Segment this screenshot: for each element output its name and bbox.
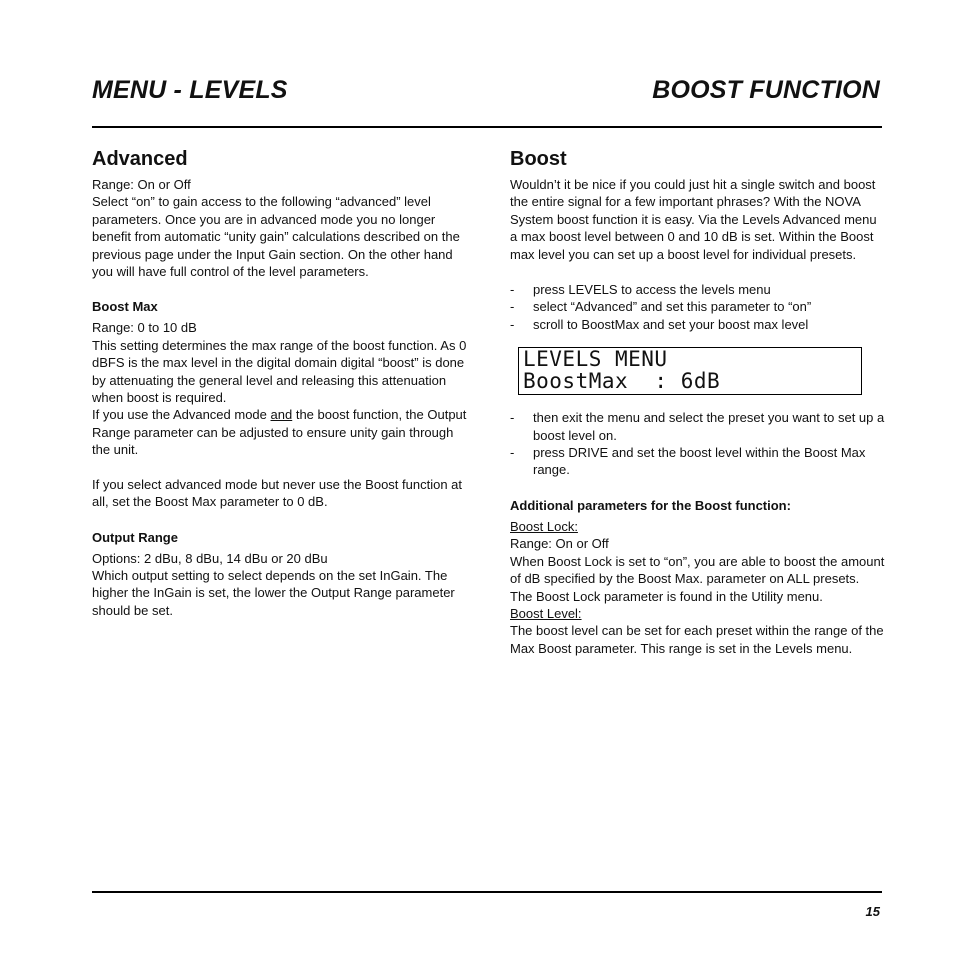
list-item: - scroll to BoostMax and set your boost max level: [510, 316, 809, 332]
lcd-display: [518, 347, 862, 395]
output-range-options: Options: 2 dBu, 8 dBu, 14 dBu or 20 dBu: [92, 550, 328, 566]
boost-heading: Boost: [510, 148, 567, 170]
boost-max-range: Range: 0 to 10 dB: [92, 320, 197, 336]
boost-max-body-1: This setting determines the max range of the boost function. As 0 dBFS is the max level in the digital domain digital “boost” is done by attenuating the general level and releasing this attenuation when boost is required.: [92, 337, 467, 406]
lcd-line-1: LEVELS MENU: [523, 347, 668, 372]
lcd-line-2: BoostMax : 6dB: [523, 369, 721, 394]
boost-level-body: The boost level can be set for each preset within the range of the Max Boost parameter. This range is set in the Levels menu.: [510, 623, 884, 656]
boost-lock-range: Range: On or Off: [510, 536, 609, 552]
boost-max-body-2-underlined: and: [270, 407, 293, 423]
right-column: [510, 146, 885, 657]
boost-lock-title: Boost Lock:: [510, 518, 578, 534]
additional-params-heading: Additional parameters for the Boost function:: [510, 497, 791, 513]
boost-intro: Wouldn’t it be nice if you could just hit a single switch and boost the entire signal for a few important phrases? With the NOVA System boost function it is easy. Via the Levels Advanced menu a max boost level between 0 and 10 dB is set. Within the Boost max level you can set up a boost level for individual presets.: [510, 177, 877, 262]
advanced-body: Select “on” to gain access to the following “advanced” level parameters. Once you are in advanced mode you no longer benefit from automatic “unity gain” calculations described on the previous page under the Input Gain section. On the other hand you will have full control of the level parameters.: [92, 194, 460, 280]
bullet-dash: -: [510, 445, 515, 461]
advanced-range: Range: On or Off: [92, 177, 191, 192]
boost-max-body-3: If you select advanced mode but never use the Boost function at all, set the Boost Max parameter to 0 dB.: [92, 476, 463, 510]
header-divider: [92, 126, 882, 128]
boost-level-title: Boost Level:: [510, 605, 582, 621]
list-item: - then exit the menu and select the preset you want to set up a boost level on.: [510, 410, 885, 443]
bullet-dash: -: [510, 316, 515, 332]
output-range-heading: Output Range: [92, 529, 178, 545]
boost-max-body-2: [92, 406, 470, 458]
bullet-dash: -: [510, 410, 515, 426]
page-header-boost-function: BOOST FUNCTION: [652, 76, 880, 104]
boost-max-heading: Boost Max: [92, 299, 158, 315]
footer-divider: [92, 891, 882, 893]
advanced-heading: Advanced: [92, 148, 188, 170]
steps-list-a: [510, 281, 885, 333]
bullet-dash: -: [510, 299, 515, 315]
page-number: 15: [865, 904, 880, 919]
list-item: - press DRIVE and set the boost level within the Boost Max range.: [510, 445, 866, 478]
list-item: - select “Advanced” and set this parameter to “on”: [510, 299, 812, 315]
boost-max-body-2-pre: If you use the Advanced mode: [92, 407, 271, 423]
steps-list-b: [510, 409, 885, 479]
left-column: [92, 146, 470, 619]
boost-lock-body: When Boost Lock is set to “on”, you are able to boost the amount of dB specified by the Boost Max. parameter on ALL presets. The Boost Lock parameter is found in the Utility menu.: [510, 553, 885, 604]
boost-max-body-2-post: the boost function, the Output Range parameter can be adjusted to ensure unity gain through the unit.: [92, 407, 467, 458]
output-range-body: Which output setting to select depends on the set InGain. The higher the InGain is set, the lower the Output Range parameter should be set.: [92, 567, 455, 618]
bullet-dash: -: [510, 282, 515, 298]
list-item: - press LEVELS to access the levels menu: [510, 282, 771, 298]
page-header-menu-levels: MENU - LEVELS: [92, 76, 288, 104]
